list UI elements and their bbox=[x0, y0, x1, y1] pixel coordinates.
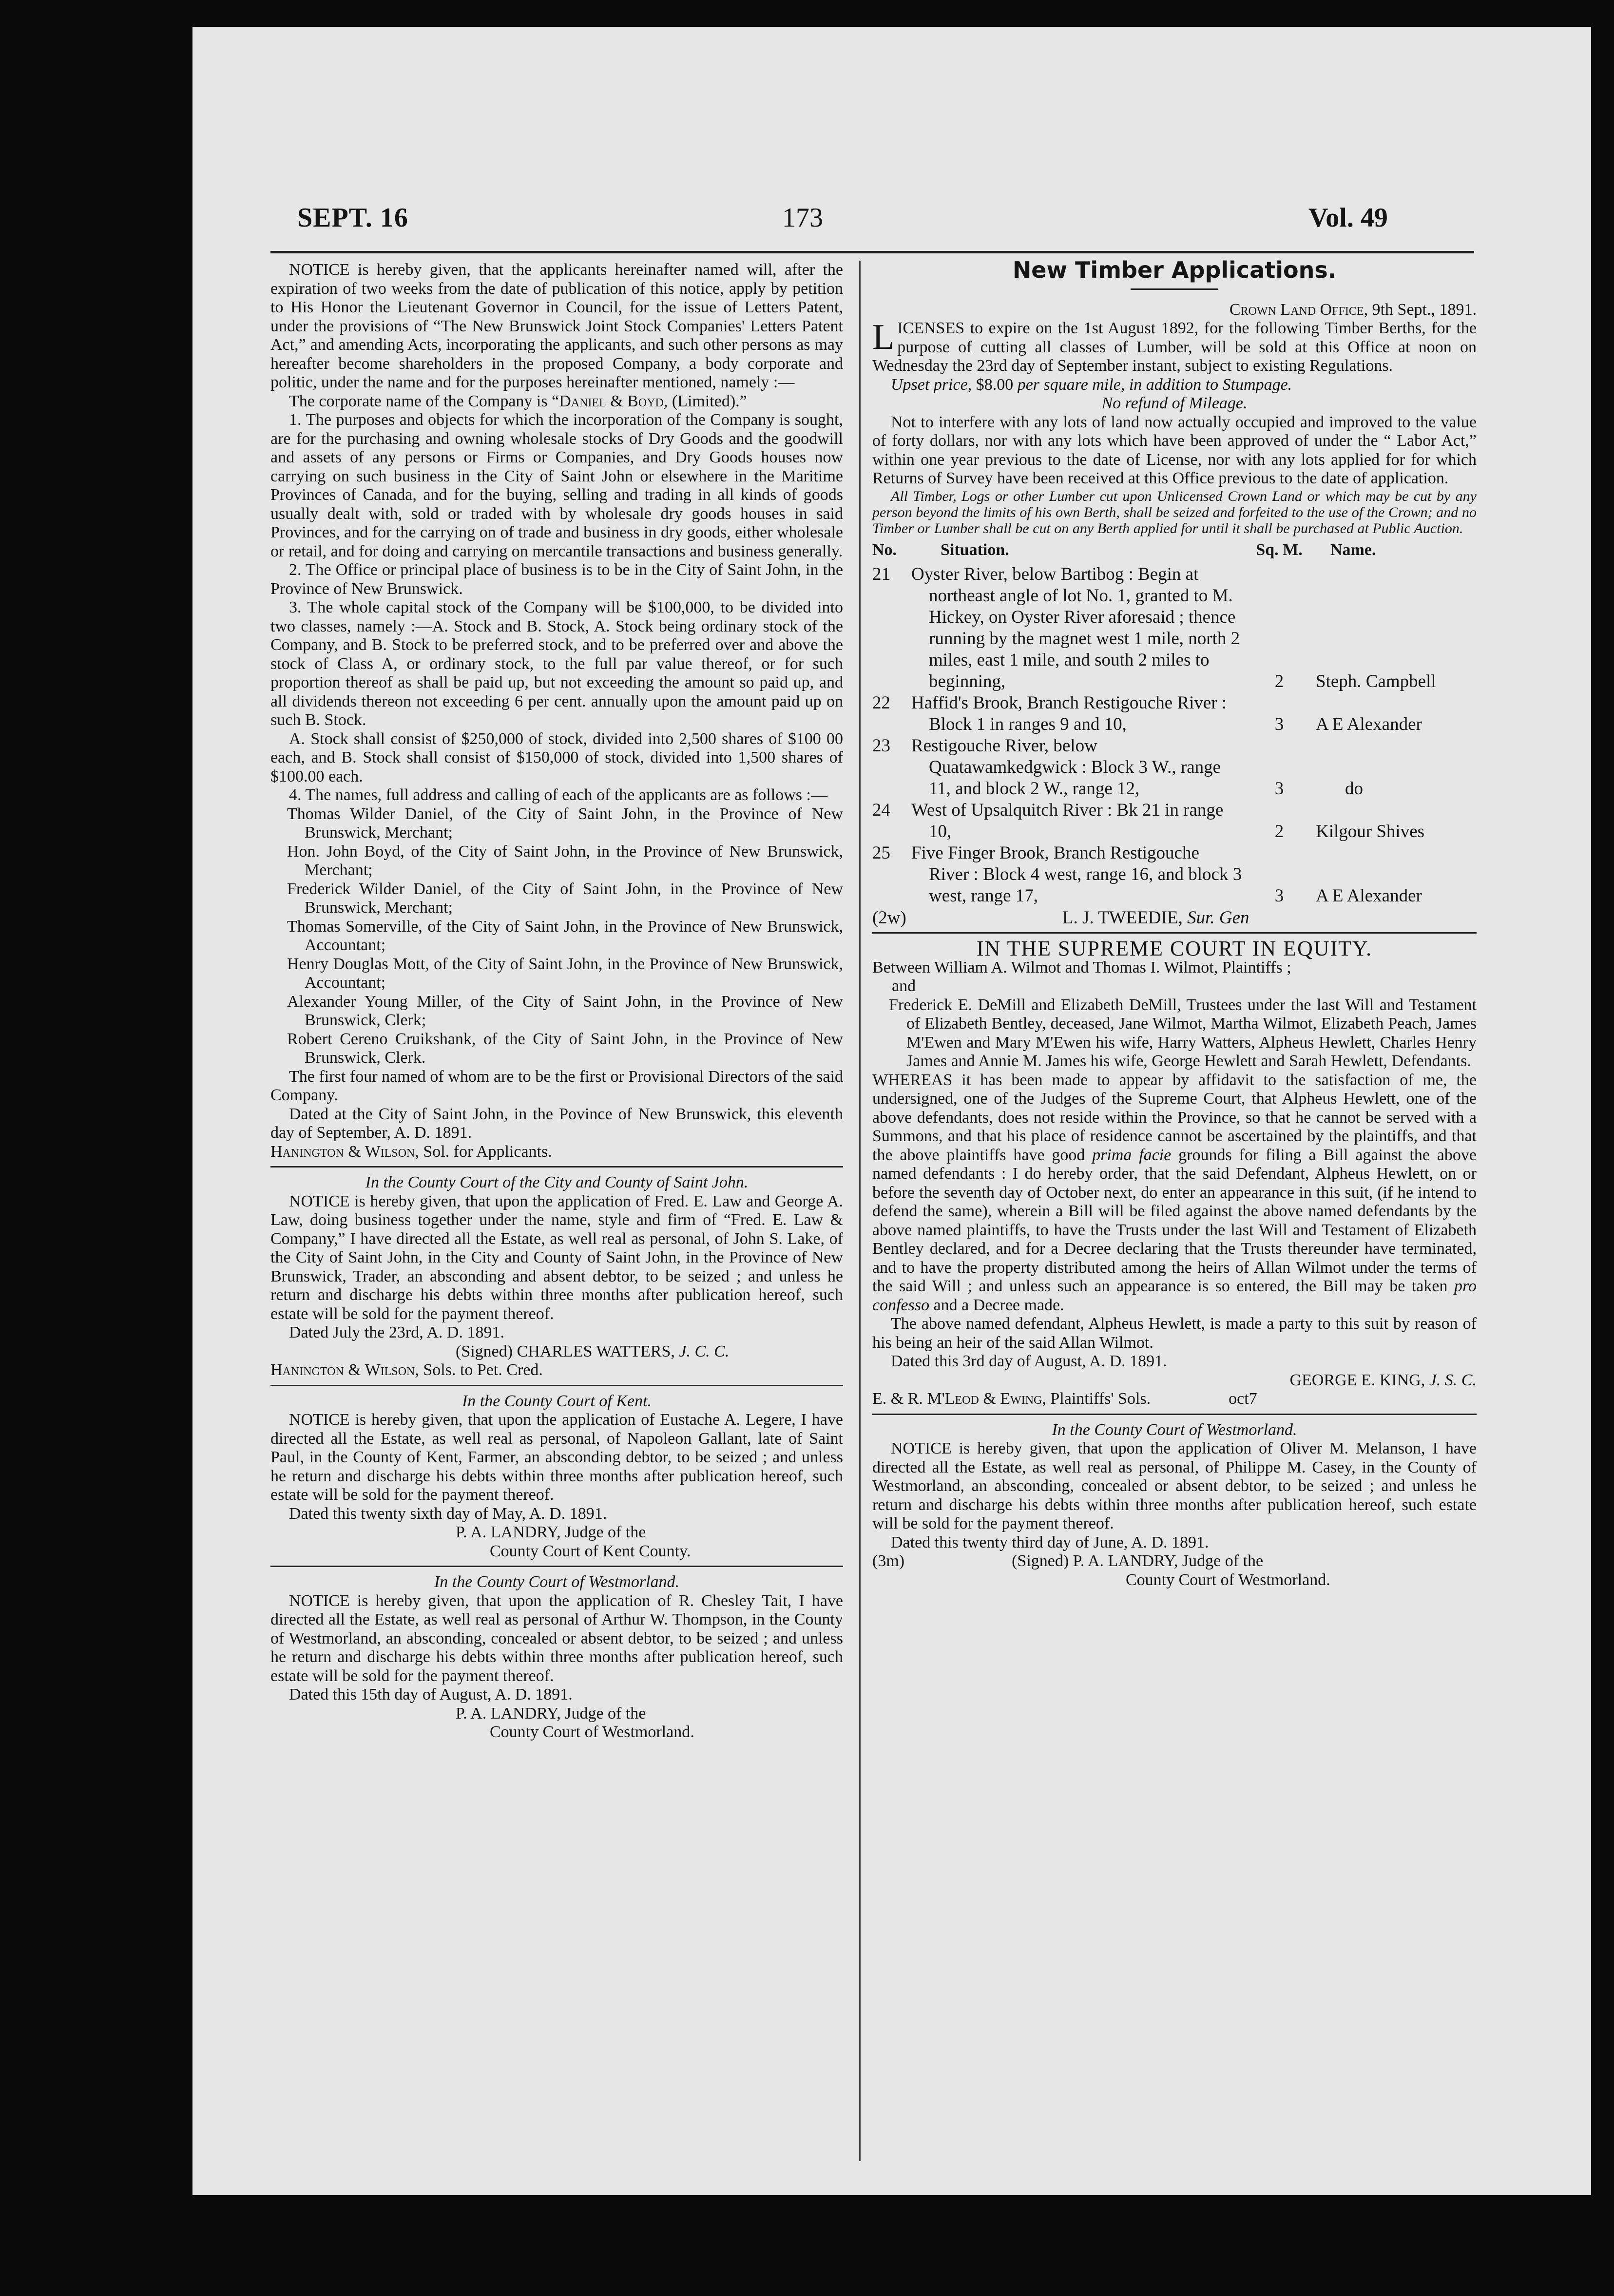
signature: (3m) (Signed) P. A. LANDRY, Judge of the bbox=[872, 1552, 1264, 1570]
notice-equity bbox=[872, 939, 1477, 1409]
licenses-intro: LICENSES to expire on the 1st August 1892, for the following Timber Berths, for the purpose of cutting all classes of Lumber, will be sold at this Office at noon on Wednesday the 23rd day of September instant, subject to existing Regulations. bbox=[872, 317, 1477, 375]
timber-berths-table bbox=[872, 536, 1477, 907]
page-header bbox=[270, 183, 1474, 253]
divider bbox=[1131, 288, 1218, 290]
berth-sqm: 3 bbox=[1274, 714, 1284, 734]
applicant-entry: Alexander Young Miller, of the City of Saint John, in the Province of New Brunswick, Clerk; bbox=[287, 992, 843, 1029]
table-row bbox=[872, 692, 1477, 735]
solicitors: Hanington & Wilson, Sols. to Pet. Cred. bbox=[270, 1361, 543, 1379]
notice-westmorland bbox=[270, 1573, 843, 1742]
court-heading: In the County Court of the City and County of Saint John. bbox=[365, 1173, 749, 1191]
court-heading: In the County Court of Kent. bbox=[461, 1392, 652, 1410]
equity-order: WHEREAS it has been made to appear by affidavit to the satisfaction of me, the undersigned, one of the Judges of the Supreme Court, that Alpheus Hewlett, one of the above defendants, does not reside within the Province, so that he cannot be served with a Summons, and that his place of residence cannot be ascertained by the plaintiffs, and that the above plaintiffs have good prima facie grounds for filing a Bill against the above named defendants : I do hereby order, that the said Defendant, Alpheus Hewlett, on or before the seventh day of October next, do enter an appearance in this suit, (if he intend to defend the same), wherein a Bill will be filed against the above named defendants by the above named plaintiffs, to have the Trusts under the last Will and Testament of Elizabeth Bentley declared, and for a Decree declaring that the Trusts thereunder have terminated, and to have the property distributed among the heirs of Allan Wilmot under the terms of the said Will ; and unless such an appearance is so entered, the Bill may be taken pro confesso and a Decree made. bbox=[872, 1071, 1477, 1314]
timber-applications bbox=[872, 257, 1477, 928]
notice-kent bbox=[270, 1392, 843, 1561]
notice-daniel-boyd bbox=[270, 261, 843, 1161]
notice-dated: Dated at the City of Saint John, in the Povince of New Brunswick, this eleventh day of September, A. D. 1891. bbox=[270, 1105, 843, 1142]
berth-sqm: 2 bbox=[1274, 821, 1284, 842]
berth-name: A E Alexander bbox=[1316, 714, 1422, 734]
berth-situation: Oyster River, below Bartibog : Begin at northeast angle of lot No. 1, granted to M. Hickey, on Oyster River aforesaid ; thence running by the magnet west 1 mile, north 2 miles, east 1 mile, and south 2 miles to beginning, bbox=[911, 564, 1240, 691]
court-heading: IN THE SUPREME COURT IN EQUITY. bbox=[976, 937, 1373, 960]
page bbox=[192, 27, 1591, 2195]
column-header-name: Name. bbox=[1330, 540, 1376, 559]
parties-and: and bbox=[892, 977, 916, 995]
signature: (Signed) CHARLES WATTERS, J. C. C. bbox=[456, 1342, 730, 1360]
applicant-entry: Henry Douglas Mott, of the City of Saint John, in the Province of New Brunswick, Accountant; bbox=[287, 955, 843, 992]
stock-clause: A. Stock shall consist of $250,000 of stock, divided into 2,500 shares of $100 00 each, and B. Stock shall consist of $150,000 of stock, divided into 1,500 shares of $100.00 each. bbox=[270, 729, 843, 785]
table-row bbox=[872, 735, 1477, 800]
court-heading: In the County Court of Westmorland. bbox=[1052, 1420, 1297, 1439]
notice-body: NOTICE is hereby given, that upon the application of Fred. E. Law and George A. Law, doing business together under the name, style and firm of “Fred. E. Law & Company,” I have directed all the Estate, as well real as personal, of John S. Lake, of the City of Saint John, in the City and County of Saint John, in the Province of New Brunswick, Trader, an absconding and absent debtor, to be seized ; and unless he return and discharge his debts within three months after publication hereof, such estate will be sold for the payment thereof. bbox=[270, 1192, 843, 1323]
purposes-clause: 1. The purposes and objects for which the incorporation of the Company is sought, are for the purchasing and owning wholesale stocks of Dry Goods and the goodwill and assets of any persons or Firms or Companies, and Dry Goods houses now carrying on such business in the City of Saint John or elsewhere in the Maritime Provinces of Canada, and for the buying, selling and trading in all kinds of goods usually dealt with, sold or traded with by wholesale dry goods houses in said Provinces, and for the carrying on of trade and business in dry goods, either wholesale or retail, and for doing and carrying on mercantile transactions and business generally. bbox=[270, 411, 843, 560]
table-header bbox=[872, 536, 1477, 564]
notice-body: NOTICE is hereby given, that upon the application of R. Chesley Tait, I have directed all the Estate, as well real as personal of Arthur W. Thompson, in the County of Westmorland, an absconding, concealed or absent debtor, to be seized ; and unless he return and discharge his debts within three months after publication hereof, such estate will be sold for the payment thereof. bbox=[270, 1591, 843, 1685]
notice-body: NOTICE is hereby given, that upon the application of Eustache A. Legere, I have directed all the Estate, as well real as personal, of Napoleon Gallant, late of Saint Paul, in the County of Kent, Farmer, an absconding debtor, to be seized ; and unless he return and discharge his debts within three months after publication hereof, such estate will be sold for the payment thereof. bbox=[270, 1411, 843, 1504]
berth-number: 23 bbox=[872, 735, 890, 756]
capital-clause: 3. The whole capital stock of the Company will be $100,000, to be divided into two classes, namely :—A. Stock and B. Stock, A. Stock being ordinary stock of the Company, and B. Stock to be preferred stock, and to be preferred over and above the stock of Class A, or ordinary stock, to the full par value thereof, or for such proportion thereof as shall be paid up, but not exceeding the amount so paid up, and all dividends thereon not exceeding 6 per cent. annually upon the amount paid up on such B. Stock. bbox=[270, 598, 843, 729]
volume-number: Vol. 49 bbox=[1308, 203, 1388, 233]
applicant-entry: Hon. John Boyd, of the City of Saint John, in the Province of New Brunswick, Merchant; bbox=[287, 842, 843, 879]
column-header-situation: Situation. bbox=[941, 540, 1009, 559]
directors-clause: The first four named of whom are to be the first or Provisional Directors of the said Company. bbox=[270, 1067, 843, 1104]
divider bbox=[270, 1385, 843, 1386]
notice-dated: Dated this twenty third day of June, A. D. 1891. bbox=[891, 1533, 1209, 1551]
column-header-no: No. bbox=[872, 540, 897, 559]
divider bbox=[270, 1566, 843, 1567]
party-clause: The above named defendant, Alpheus Hewlett, is made a party to this suit by reason of his being an heir of the said Allan Wilmot. bbox=[872, 1315, 1477, 1352]
applicant-entry: Thomas Somerville, of the City of Saint John, in the Province of New Brunswick, Accountant; bbox=[287, 917, 843, 954]
berth-name: A E Alexander bbox=[1316, 885, 1422, 906]
table-row bbox=[872, 800, 1477, 842]
no-refund: No refund of Mileage. bbox=[1101, 394, 1248, 412]
solicitors: E. & R. M'Leod & Ewing, Plaintiffs' Sols. oct7 bbox=[872, 1390, 1257, 1408]
notice-dated: Dated this twenty sixth day of May, A. D. 1891. bbox=[289, 1504, 607, 1523]
berth-sqm: 3 bbox=[1274, 885, 1284, 906]
not-interfere-clause: Not to interfere with any lots of land now actually occupied and improved to the value of forty dollars, nor with any lots which have been approved of under the “ Labor Act,” within one year previous to the date of License, nor with any lots applied for for which Returns of Survey have been received at this Office previous to the date of application. bbox=[872, 413, 1477, 487]
applicants-clause: 4. The names, full address and calling of each of the applicants are as follows :— bbox=[289, 786, 827, 804]
berth-situation: Five Finger Brook, Branch Restigouche River : Block 4 west, range 16, and block 3 west, range 17, bbox=[911, 842, 1242, 906]
berth-situation: Haffid's Brook, Branch Restigouche River : Block 1 in ranges 9 and 10, bbox=[911, 692, 1227, 734]
office-clause: 2. The Office or principal place of business is to be in the City of Saint John, in the Province of New Brunswick. bbox=[270, 561, 843, 598]
right-column bbox=[872, 257, 1477, 1589]
berth-sqm: 3 bbox=[1274, 778, 1284, 799]
office-date: Crown Land Office, 9th Sept., 1891. bbox=[1229, 300, 1477, 319]
berth-name: Kilgour Shives bbox=[1316, 821, 1425, 842]
header-date: SEPT. 16 bbox=[297, 203, 408, 233]
company-name: The corporate name of the Company is “Daniel & Boyd, (Limited).” bbox=[289, 392, 747, 410]
table-row bbox=[872, 564, 1477, 692]
timber-warning: All Timber, Logs or other Lumber cut upon Unlicensed Crown Land or which may be cut by any person beyond the limits of his own Berth, shall be seized and forfeited to the use of the Crown; and no Timber or Lumber shall be cut on any Berth applied for until it shall be purchased at Public Auction. bbox=[872, 488, 1477, 536]
berth-sqm: 2 bbox=[1274, 671, 1284, 691]
section-title: New Timber Applications. bbox=[1012, 257, 1337, 283]
berth-name: do bbox=[1345, 778, 1363, 799]
berth-number: 22 bbox=[872, 692, 890, 713]
notice-dated: Dated this 15th day of August, A. D. 1891. bbox=[289, 1685, 573, 1703]
gazette-sheet bbox=[270, 27, 1591, 2195]
berth-number: 25 bbox=[872, 842, 890, 863]
notice-law bbox=[270, 1173, 843, 1380]
left-column bbox=[270, 261, 843, 1742]
signature: P. A. LANDRY, Judge of the bbox=[456, 1523, 646, 1541]
signature-title: County Court of Westmorland. bbox=[490, 1723, 694, 1741]
berth-name: Steph. Campbell bbox=[1316, 671, 1436, 691]
signature-title: County Court of Kent County. bbox=[490, 1542, 691, 1560]
applicant-entry: Frederick Wilder Daniel, of the City of Saint John, in the Province of New Brunswick, Merchant; bbox=[287, 880, 843, 917]
timber-signature: (2w) L. J. TWEEDIE, Sur. Gen bbox=[872, 907, 1249, 928]
defendants-list: Frederick E. DeMill and Elizabeth DeMill, Trustees under the last Will and Testament of Elizabeth Bentley, deceased, Jane Wilmot, Martha Wilmot, Elizabeth Peach, James M'Ewen and Mary M'Ewen his wife, Harry Watters, Alpheus Hewlett, Charles Henry James and Annie M. James his wife, George Hewlett and Sarah Hewlett, Defendants. bbox=[889, 995, 1477, 1070]
signature-title: County Court of Westmorland. bbox=[1126, 1570, 1330, 1589]
page-number: 173 bbox=[782, 203, 823, 233]
parties-between: Between William A. Wilmot and Thomas I. Wilmot, Plaintiffs ; bbox=[872, 958, 1291, 976]
notice-melanson bbox=[872, 1421, 1477, 1590]
applicant-entry: Robert Cereno Cruikshank, of the City of Saint John, in the Province of New Brunswick, Clerk. bbox=[287, 1030, 843, 1067]
upset-price: Upset price, $8.00 per square mile, in addition to Stumpage. bbox=[891, 375, 1292, 394]
notice-intro: NOTICE is hereby given, that the applicants hereinafter named will, after the expiration of two weeks from the date of publication of this notice, apply by petition to His Honor the Lieutenant Governor in Council, for the issue of Letters Patent, under the provisions of “The New Brunswick Joint Stock Companies' Letters Patent Act,” and amending Acts, incorporating the applicants, and such other persons as may hereafter become shareholders in the proposed Company, a body corporate and politic, under the name and for the purposes hereinafter mentioned, namely :— bbox=[270, 261, 843, 391]
table-row bbox=[872, 842, 1477, 907]
berth-number: 24 bbox=[872, 800, 890, 820]
notice-body: NOTICE is hereby given, that upon the application of Oliver M. Melanson, I have directed all the Estate, as well real as personal, of Philippe M. Casey, in the County of Westmorland, an absconding, concealed or absent debtor, to be seized ; and unless he return and discharge his debts within three months after publication hereof, such estate will be sold for the payment thereof. bbox=[872, 1439, 1477, 1532]
divider bbox=[270, 1166, 843, 1167]
column-header-sqm: Sq. M. bbox=[1256, 540, 1303, 559]
berth-situation: West of Upsalquitch River : Bk 21 in range 10, bbox=[911, 800, 1224, 842]
divider bbox=[872, 1414, 1477, 1415]
applicant-entry: Thomas Wilder Daniel, of the City of Saint John, in the Province of New Brunswick, Merchant; bbox=[287, 804, 843, 842]
solicitors: Hanington & Wilson, Sol. for Applicants. bbox=[270, 1142, 552, 1161]
column-divider bbox=[859, 261, 861, 2161]
berth-number: 21 bbox=[872, 564, 890, 584]
berth-situation: Restigouche River, below Quatawamkedgwick : Block 3 W., range 11, and block 2 W., range 12, bbox=[911, 735, 1221, 799]
notice-dated: Dated July the 23rd, A. D. 1891. bbox=[289, 1323, 504, 1341]
court-heading: In the County Court of Westmorland. bbox=[434, 1573, 680, 1591]
divider bbox=[872, 932, 1477, 934]
judge-signature: GEORGE E. KING, J. S. C. bbox=[1289, 1371, 1477, 1389]
signature: P. A. LANDRY, Judge of the bbox=[456, 1704, 646, 1722]
notice-dated: Dated this 3rd day of August, A. D. 1891. bbox=[891, 1352, 1167, 1370]
